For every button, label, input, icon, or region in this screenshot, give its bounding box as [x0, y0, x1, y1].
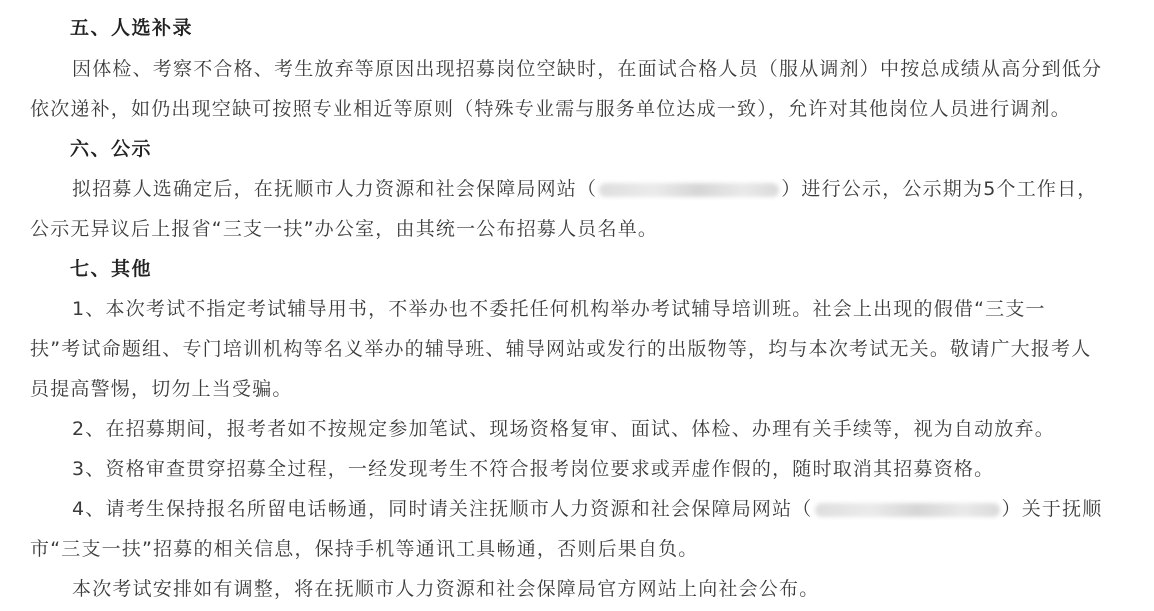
list-item-4-line: [72, 496, 1103, 522]
list-item-1-line: 1、本次考试不指定考试辅导用书，不举办也不委托任何机构举办考试辅导培训班。社会上出现的假借“三支一: [72, 298, 1046, 320]
paragraph-line: 依次递补，如仍出现空缺可按照专业相近等原则（特殊专业需与服务单位达成一致），允许对其他岗位人员进行调剂。: [30, 98, 1071, 120]
section-heading-7: 七、其他: [70, 258, 153, 280]
closing-paragraph: 本次考试安排如有调整，将在抚顺市人力资源和社会保障局官方网站上向社会公布。: [72, 578, 820, 600]
list-item-3: 3、资格审查贯穿招募全过程，一经发现考生不符合报考岗位要求或弄虚作假的，随时取消其招募资格。: [72, 458, 995, 480]
list-item-1-line: 扶”考试命题组、专门培训机构等名义举办的辅导班、辅导网站或发行的出版物等，均与本次考试无关。敬请广大报考人: [30, 338, 1092, 360]
paragraph-line: 公示无异议后上报省“三支一扶”办公室，由其统一公布招募人员名单。: [30, 218, 659, 240]
heading-text: 六、公示: [70, 138, 153, 160]
section-heading-5: 五、人选补录: [70, 17, 194, 39]
text-segment: ）进行公示，公示期为5个工作日，: [781, 178, 1098, 200]
redacted-url-blur: [815, 503, 1000, 517]
list-item-4-line: 市“三支一扶”招募的相关信息，保持手机等通讯工具畅通，否则后果自负。: [30, 538, 699, 560]
text-segment: ）关于抚顺: [1001, 498, 1103, 520]
section-heading-6: [70, 136, 152, 162]
paragraph-line: 因体检、考察不合格、考生放弃等原因出现招募岗位空缺时，在面试合格人员（服从调剂）中按总成绩从高分到低分: [72, 58, 1103, 80]
text-segment: 4、请考生保持报名所留电话畅通，同时请关注抚顺市人力资源和社会保障局网站（: [72, 498, 813, 520]
redacted-url-blur: [599, 183, 779, 197]
paragraph-line: [72, 176, 1098, 202]
list-item-2: 2、在招募期间，报考者如不按规定参加笔试、现场资格复审、面试、体检、办理有关手续等，视为自动放弃。: [72, 418, 1055, 440]
list-item-1-line: 员提高警惕，切勿上当受骗。: [30, 378, 293, 400]
text-segment: 拟招募人选确定后，在抚顺市人力资源和社会保障局网站（: [72, 178, 598, 200]
